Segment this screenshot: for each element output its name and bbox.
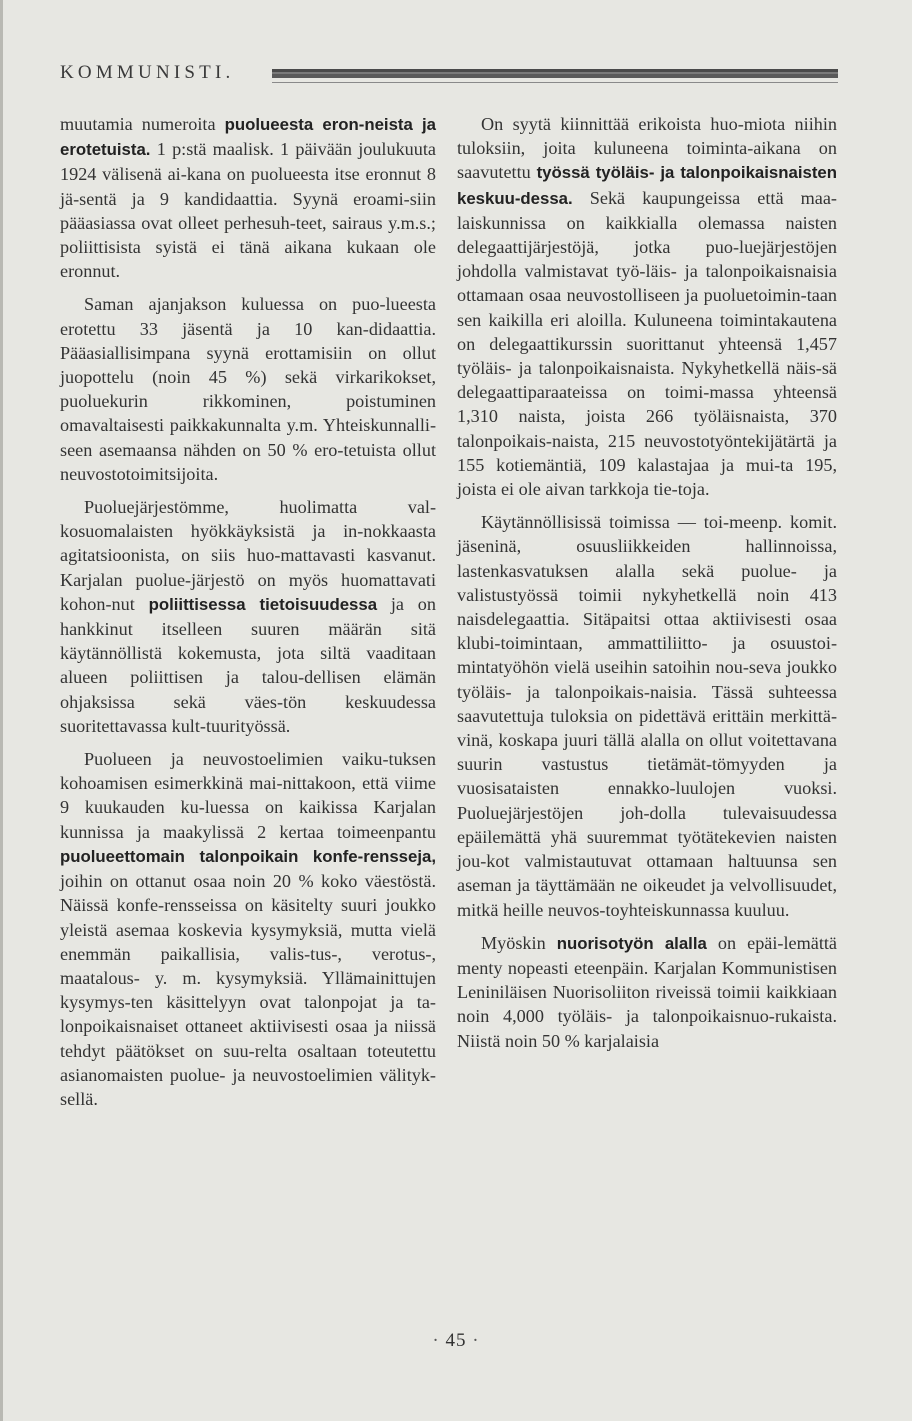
dot-ornament-right: · <box>472 1330 480 1351</box>
dot-ornament-left: · <box>432 1330 440 1351</box>
header-rule-thin <box>272 82 838 83</box>
paragraph-text: Puolueen ja neuvostoelimien vaiku-tuksen kohoamisen esimerkkinä mai-nittakoon, että viime 9 kuukauden ku-luessa on kaikissa Karjalan kunnissa ja maakylissä 2 kertaa toimeenpantu <box>60 749 436 842</box>
paragraph-text: joihin on ottanut osaa noin 20 % koko väestöstä. Näissä konfe-rensseissa on käsitelty suuri joukko yleistä asemaa koskevia kysymyksiä, mutta vielä enemmän paikallisia, valis-tus-, verotus-, maatalous- y. m. kysymyksiä. Yllämainittujen kysymys-ten käsittelyyn ovat talonpojat ja ta-lonpoikaisnaiset ottaneet aktiivisesti osaa ja niissä tehdyt päätökset on suu-relta osaltaan toteutettu asianomaisten puolue- ja neuvostoelimien välityk-sellä. <box>60 871 436 1109</box>
page-footer <box>0 1330 912 1352</box>
paragraph-text: on epäi-lemättä menty nopeasti eteenpäin. Karjalan Kommunistisen Leniniläisen Nuorisoliiton riveissä toimii kaikkiaan noin 4,000 työläis- ja talonpoikaisnuo-rukaista. Niistä noin 50 % karjalaisia <box>457 932 837 1051</box>
paragraph <box>60 112 436 283</box>
bold-phrase: nuorisotyön alalla <box>556 933 707 953</box>
paragraph-text: ja on hankkinut itselleen suuren määrän sitä käytännöllistä kokemusta, jota siltä vaaditaan alueen poliittisen ja talou-dellisen elämän ohjaksissa sekä väes-tön keskuudessa suoritettavassa kult-tuurityössä. <box>60 593 436 736</box>
paragraph <box>457 931 837 1053</box>
right-column <box>457 112 837 1062</box>
bold-phrase: puolueettomain talonpoikain konfe-rensseja, <box>60 846 436 866</box>
paragraph <box>457 112 837 501</box>
page-header <box>60 62 838 92</box>
paragraph-text: Myöskin <box>481 932 557 953</box>
running-head: KOMMUNISTI. <box>60 62 235 83</box>
paragraph <box>60 495 436 738</box>
page-number: 45 <box>445 1330 467 1351</box>
paragraph: Käytännöllisissä toimissa — toi-meenp. komit. jäseninä, osuusliikkeiden hallinnoissa, lastenkasvatuksen alalla sekä puolue- ja valistustyössä toimii nykyhetkellä noin 413 naisdelegaattia. Sitäpaitsi ottaa aktiivisesti osaa klubi-toimintaan, ammattiliitto- ja osuustoi-mintatyöhön vielä useihin satoihin nou-seva joukko työläis- ja talonpoikais-naisia. Tässä suhteessa saavutettuja tuloksia on pidettävä erittäin merkittä-vinä, koskapa juuri tällä alalla on ollut voitettavana suurin vastustus tietämät-tömyyden ja vuosisataisten ennakko-luulojen vuoksi. Puoluejärjestöjen joh-dolla tulevaisuudessa epäilemättä yhä suuremmat työtätekevien naisten jou-kot valmistautuvat ottamaan haltuunsa sen aseman ja täyttämään ne oikeudet ja velvollisuudet, mitkä heille neuvos-toyhteiskunnassa kuuluu. <box>457 512 837 920</box>
paragraph-text: muutamia numeroita <box>60 114 225 134</box>
bold-phrase: poliittisessa tietoisuudessa <box>148 594 378 614</box>
bold-phrase: puolueesta eron-neista ja erotetuista. <box>60 115 437 160</box>
left-column <box>60 112 436 1120</box>
paragraph-text: 1 p:stä maalisk. 1 päivään joulukuuta 1924 välisenä ai-kana on puolueesta itse eronnut 8 jä-sentä ja 9 kandidaattia. Syynä eroami-siin pääasiassa ovat olleet perhesuh-teet, sairaus y.m.s.; poliittisista syistä ei tänä aikana kukaan ole eronnut. <box>60 139 436 282</box>
paragraph <box>60 747 436 1111</box>
paragraph-text: Puoluejärjestömme, huolimatta val-kosuomalaisten hyökkäyksistä ja in-nokkaasta agitatsioonista, on siis huo-mattavasti kasvanut. Karjalan puolue-järjestö on myös huomattavati kohon-nut <box>60 497 436 614</box>
bold-phrase: työssä työläis- ja talonpoikaisnaisten keskuu-dessa. <box>457 163 837 208</box>
header-rule <box>272 69 838 78</box>
paragraph-text: Sekä kaupungeissa että maa-laiskunnissa on kaikkialla olemassa naisten delegaattijärjestöjä, jotka puo-luejärjestöjen johdolla valmistavat työ-läis- ja talonpoikaisnaisia ottamaan osaa neuvostolliseen ja puoluetoimin-taan sen kaikilla eri aloilla. Kuluneena toimintakautena on delegaattikurssin suorittanut yhteensä 1,457 työläis- ja talonpoikaisnaista. Nykyhetkellä näis-sä delegaattiparaateissa on toimi-massa yhteensä 1,310 naista, joista 266 työläisnaista, 370 talonpoikais-naista, 215 neuvostotyöntekijätärtä ja 155 kotiemäntiä, 109 kalastajaa ja mui-ta 195, joista ei ole aivan tarkkoja tie-toja. <box>457 187 837 500</box>
paragraph: Saman ajanjakson kuluessa on puo-lueesta erotettu 33 jäsentä ja 10 kan-didaattia. Pääasiallisimpana syynä erottamisiin on ollut juopottelu (noin 45 %) sekä virkarikokset, puoluekurin rikkominen, poistuminen omavaltaisesti paikkakunnalta y.m. Yhteiskunnalli-seen asemaansa nähden on 50 % ero-tetuista ollut neuvostotoimitsijoita. <box>60 294 436 484</box>
page-edge <box>0 0 3 1421</box>
paragraph-text: On syytä kiinnittää erikoista huo-miota niihin tuloksiin, joita kuluneena toiminta-aikana on saavutettu <box>457 114 837 183</box>
